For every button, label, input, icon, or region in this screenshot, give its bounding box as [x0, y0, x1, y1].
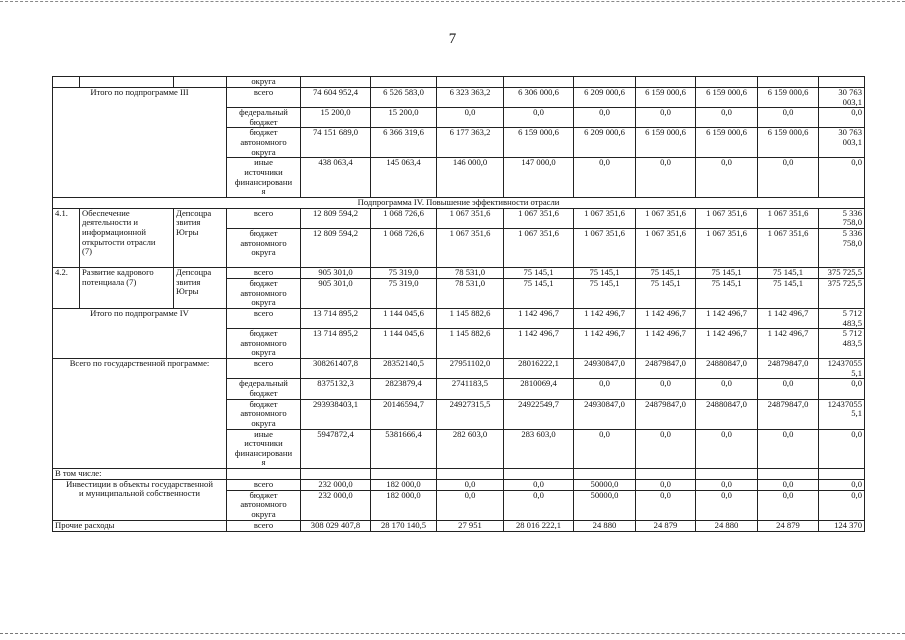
value-cell: 375 725,5 [819, 278, 865, 308]
funding-source-cell [227, 468, 301, 479]
value-cell: 0,0 [574, 158, 636, 197]
value-cell: 24 879 [758, 520, 819, 531]
table-row [53, 520, 865, 531]
value-cell: 6 159 000,6 [758, 88, 819, 108]
value-cell: 147 000,0 [504, 158, 574, 197]
value-cell: 293938403,1 [301, 399, 371, 429]
value-cell: 1 142 496,7 [504, 308, 574, 328]
value-cell: 182 000,0 [371, 479, 437, 490]
item-number: 4.2. [53, 267, 80, 308]
value-cell: 6 323 363,2 [437, 88, 504, 108]
value-cell: 2823879,4 [371, 379, 437, 399]
table-row [53, 468, 865, 479]
value-cell: 12437055 5,1 [819, 399, 865, 429]
value-cell: 30 763 003,1 [819, 88, 865, 108]
blank-cell [574, 77, 636, 88]
value-cell: 0,0 [819, 479, 865, 490]
value-cell: 1 142 496,7 [574, 329, 636, 359]
value-cell: 6 159 000,6 [696, 128, 758, 158]
funding-source-cell: бюджет автономного округа [227, 128, 301, 158]
value-cell [437, 468, 504, 479]
value-cell: 0,0 [819, 429, 865, 468]
value-cell: 0,0 [437, 479, 504, 490]
value-cell: 5947872,4 [301, 429, 371, 468]
funding-source-cell: всего [227, 208, 301, 228]
funding-source-cell: федеральный бюджет [227, 379, 301, 399]
value-cell: 0,0 [819, 490, 865, 520]
value-cell: 75 145,1 [574, 278, 636, 308]
row-group-label: Итого по подпрограмме IV [53, 308, 227, 358]
value-cell: 1 067 351,6 [574, 208, 636, 228]
value-cell: 6 159 000,6 [636, 88, 696, 108]
value-cell: 12437055 5,1 [819, 359, 865, 379]
value-cell: 1 142 496,7 [696, 308, 758, 328]
value-cell: 1 067 351,6 [437, 208, 504, 228]
value-cell: 27 951 [437, 520, 504, 531]
value-cell: 146 000,0 [437, 158, 504, 197]
value-cell: 15 200,0 [301, 108, 371, 128]
scan-bottom-edge [0, 633, 905, 634]
value-cell: 0,0 [758, 479, 819, 490]
value-cell: 1 144 045,6 [371, 308, 437, 328]
row-group-label: Всего по государственной программе: [53, 359, 227, 469]
value-cell: 308261407,8 [301, 359, 371, 379]
value-cell: 50000,0 [574, 490, 636, 520]
value-cell: 905 301,0 [301, 278, 371, 308]
value-cell: 1 142 496,7 [504, 329, 574, 359]
value-cell: 24 880 [574, 520, 636, 531]
value-cell: 0,0 [504, 108, 574, 128]
value-cell: 30 763 003,1 [819, 128, 865, 158]
value-cell: 0,0 [504, 490, 574, 520]
value-cell: 24879847,0 [758, 399, 819, 429]
value-cell: 1 067 351,6 [696, 208, 758, 228]
value-cell: 6 366 319,6 [371, 128, 437, 158]
table-row [53, 479, 865, 490]
value-cell: 0,0 [696, 158, 758, 197]
value-cell: 0,0 [758, 490, 819, 520]
value-cell: 1 068 726,6 [371, 228, 437, 267]
value-cell: 1 067 351,6 [437, 228, 504, 267]
value-cell: 1 142 496,7 [636, 308, 696, 328]
value-cell: 5 712 483,5 [819, 329, 865, 359]
funding-source-cell: иные источники финансировани я [227, 158, 301, 197]
value-cell: 24880847,0 [696, 359, 758, 379]
value-cell: 0,0 [696, 108, 758, 128]
value-cell: 0,0 [819, 108, 865, 128]
value-cell: 0,0 [574, 379, 636, 399]
value-cell: 145 063,4 [371, 158, 437, 197]
budget-table [52, 76, 865, 532]
value-cell: 24879847,0 [636, 359, 696, 379]
value-cell: 75 145,1 [758, 267, 819, 278]
funding-source-cell: всего [227, 267, 301, 278]
value-cell: 0,0 [574, 108, 636, 128]
value-cell: 0,0 [437, 490, 504, 520]
value-cell: 1 145 882,6 [437, 308, 504, 328]
value-cell: 5381666,4 [371, 429, 437, 468]
value-cell: 0,0 [758, 429, 819, 468]
value-cell: 75 145,1 [636, 267, 696, 278]
value-cell: 1 142 496,7 [758, 308, 819, 328]
value-cell: 6 159 000,6 [696, 88, 758, 108]
value-cell: 375 725,5 [819, 267, 865, 278]
value-cell: 0,0 [819, 158, 865, 197]
funding-source-cell: бюджет автономного округа [227, 228, 301, 267]
value-cell: 6 526 583,0 [371, 88, 437, 108]
value-cell: 1 067 351,6 [636, 208, 696, 228]
value-cell: 75 319,0 [371, 267, 437, 278]
funding-source-cell: всего [227, 520, 301, 531]
value-cell: 0,0 [636, 479, 696, 490]
value-cell: 78 531,0 [437, 267, 504, 278]
value-cell: 124 370 [819, 520, 865, 531]
value-cell: 1 067 351,6 [636, 228, 696, 267]
scan-top-edge [0, 1, 905, 2]
value-cell: 308 029 407,8 [301, 520, 371, 531]
value-cell: 282 603,0 [437, 429, 504, 468]
funding-source-cell: бюджет автономного округа [227, 278, 301, 308]
funding-source-cell: бюджет автономного округа [227, 490, 301, 520]
table-row [53, 88, 865, 108]
table-row [53, 359, 865, 379]
value-cell: 1 067 351,6 [758, 208, 819, 228]
value-cell [301, 468, 371, 479]
section-heading: Подпрограмма IV. Повышение эффективности отрасли [53, 197, 865, 208]
value-cell: 0,0 [758, 379, 819, 399]
value-cell: 0,0 [758, 108, 819, 128]
value-cell: 75 145,1 [696, 278, 758, 308]
blank-cell [819, 77, 865, 88]
value-cell: 6 159 000,6 [636, 128, 696, 158]
value-cell: 1 067 351,6 [504, 208, 574, 228]
value-cell: 75 145,1 [504, 278, 574, 308]
funding-source-cell: всего [227, 479, 301, 490]
value-cell: 8375132,3 [301, 379, 371, 399]
value-cell: 24930847,0 [574, 359, 636, 379]
table-row [53, 308, 865, 328]
value-cell: 75 319,0 [371, 278, 437, 308]
value-cell: 0,0 [437, 108, 504, 128]
row-group-label: Инвестиции в объекты государственной и муниципальной собственности [53, 479, 227, 520]
table-row [53, 208, 865, 228]
value-cell: 20146594,7 [371, 399, 437, 429]
value-cell: 28352140,5 [371, 359, 437, 379]
value-cell: 13 714 895,2 [301, 329, 371, 359]
value-cell: 6 209 000,6 [574, 88, 636, 108]
value-cell: 28016222,1 [504, 359, 574, 379]
value-cell: 5 336 758,0 [819, 228, 865, 267]
row-group-label: Итого по подпрограмме III [53, 88, 227, 198]
value-cell: 1 067 351,6 [758, 228, 819, 267]
value-cell: 1 068 726,6 [371, 208, 437, 228]
value-cell: 12 809 594,2 [301, 228, 371, 267]
value-cell: 6 159 000,6 [504, 128, 574, 158]
page-number: 7 [448, 31, 457, 47]
value-cell: 2810069,4 [504, 379, 574, 399]
value-cell [696, 468, 758, 479]
blank-cell [371, 77, 437, 88]
value-cell: 24 879 [636, 520, 696, 531]
value-cell: 15 200,0 [371, 108, 437, 128]
value-cell: 74 604 952,4 [301, 88, 371, 108]
value-cell: 24880847,0 [696, 399, 758, 429]
value-cell: 0,0 [696, 490, 758, 520]
value-cell: 1 142 496,7 [574, 308, 636, 328]
value-cell: 0,0 [636, 108, 696, 128]
item-number: 4.1. [53, 208, 80, 267]
value-cell: 27951102,0 [437, 359, 504, 379]
value-cell: 5 336 758,0 [819, 208, 865, 228]
blank-cell [758, 77, 819, 88]
value-cell: 0,0 [504, 479, 574, 490]
blank-cell [53, 77, 80, 88]
table-row [53, 197, 865, 208]
value-cell: 1 142 496,7 [636, 329, 696, 359]
value-cell [371, 468, 437, 479]
value-cell: 6 159 000,6 [758, 128, 819, 158]
value-cell: 24922549,7 [504, 399, 574, 429]
blank-cell [636, 77, 696, 88]
value-cell [758, 468, 819, 479]
value-cell: 28 170 140,5 [371, 520, 437, 531]
value-cell: 1 142 496,7 [758, 329, 819, 359]
value-cell: 12 809 594,2 [301, 208, 371, 228]
value-cell: 1 144 045,6 [371, 329, 437, 359]
value-cell: 438 063,4 [301, 158, 371, 197]
value-cell: 24930847,0 [574, 399, 636, 429]
value-cell: 75 145,1 [504, 267, 574, 278]
item-name: Развитие кадрового потенциала (7) [80, 267, 174, 308]
value-cell: 0,0 [636, 490, 696, 520]
table-row [53, 267, 865, 278]
value-cell: 13 714 895,2 [301, 308, 371, 328]
item-executor: Депсоцра звития Югры [174, 267, 227, 308]
blank-cell [696, 77, 758, 88]
funding-source-cell: иные источники финансировани я [227, 429, 301, 468]
value-cell: 75 145,1 [636, 278, 696, 308]
value-cell: 75 145,1 [574, 267, 636, 278]
funding-source-cell: бюджет автономного округа [227, 399, 301, 429]
item-name: Обеспечение деятельности и информационной открытости отрасли (7) [80, 208, 174, 267]
blank-cell [80, 77, 174, 88]
value-cell: 0,0 [574, 429, 636, 468]
value-cell: 6 306 000,6 [504, 88, 574, 108]
value-cell: 0,0 [636, 158, 696, 197]
value-cell: 0,0 [819, 379, 865, 399]
value-cell: 78 531,0 [437, 278, 504, 308]
value-cell: 75 145,1 [696, 267, 758, 278]
value-cell: 0,0 [696, 429, 758, 468]
blank-cell [437, 77, 504, 88]
value-cell: 1 145 882,6 [437, 329, 504, 359]
value-cell: 24927315,5 [437, 399, 504, 429]
value-cell: 24 880 [696, 520, 758, 531]
value-cell [819, 468, 865, 479]
value-cell: 24879847,0 [758, 359, 819, 379]
value-cell: 0,0 [636, 429, 696, 468]
value-cell [504, 468, 574, 479]
value-cell: 0,0 [636, 379, 696, 399]
value-cell: 283 603,0 [504, 429, 574, 468]
value-cell: 1 067 351,6 [504, 228, 574, 267]
row-label: В том числе: [53, 468, 227, 479]
value-cell: 50000,0 [574, 479, 636, 490]
funding-source-cell: бюджет автономного округа [227, 329, 301, 359]
value-cell: 1 067 351,6 [574, 228, 636, 267]
value-cell: 0,0 [696, 479, 758, 490]
value-cell: 28 016 222,1 [504, 520, 574, 531]
value-cell: 0,0 [758, 158, 819, 197]
value-cell: 24879847,0 [636, 399, 696, 429]
value-cell: 5 712 483,5 [819, 308, 865, 328]
value-cell [574, 468, 636, 479]
funding-source-cell: округа [227, 77, 301, 88]
value-cell: 1 067 351,6 [696, 228, 758, 267]
value-cell: 182 000,0 [371, 490, 437, 520]
value-cell: 232 000,0 [301, 490, 371, 520]
funding-source-cell: всего [227, 88, 301, 108]
table-row [53, 77, 865, 88]
funding-source-cell: всего [227, 359, 301, 379]
blank-cell [301, 77, 371, 88]
blank-cell [174, 77, 227, 88]
value-cell: 2741183,5 [437, 379, 504, 399]
value-cell: 6 177 363,2 [437, 128, 504, 158]
value-cell: 6 209 000,6 [574, 128, 636, 158]
row-label: Прочие расходы [53, 520, 227, 531]
blank-cell [504, 77, 574, 88]
value-cell: 74 151 689,0 [301, 128, 371, 158]
item-executor: Депсоцра звития Югры [174, 208, 227, 267]
funding-source-cell: всего [227, 308, 301, 328]
value-cell: 1 142 496,7 [696, 329, 758, 359]
funding-source-cell: федеральный бюджет [227, 108, 301, 128]
value-cell: 0,0 [696, 379, 758, 399]
value-cell: 232 000,0 [301, 479, 371, 490]
value-cell: 75 145,1 [758, 278, 819, 308]
value-cell: 905 301,0 [301, 267, 371, 278]
value-cell [636, 468, 696, 479]
